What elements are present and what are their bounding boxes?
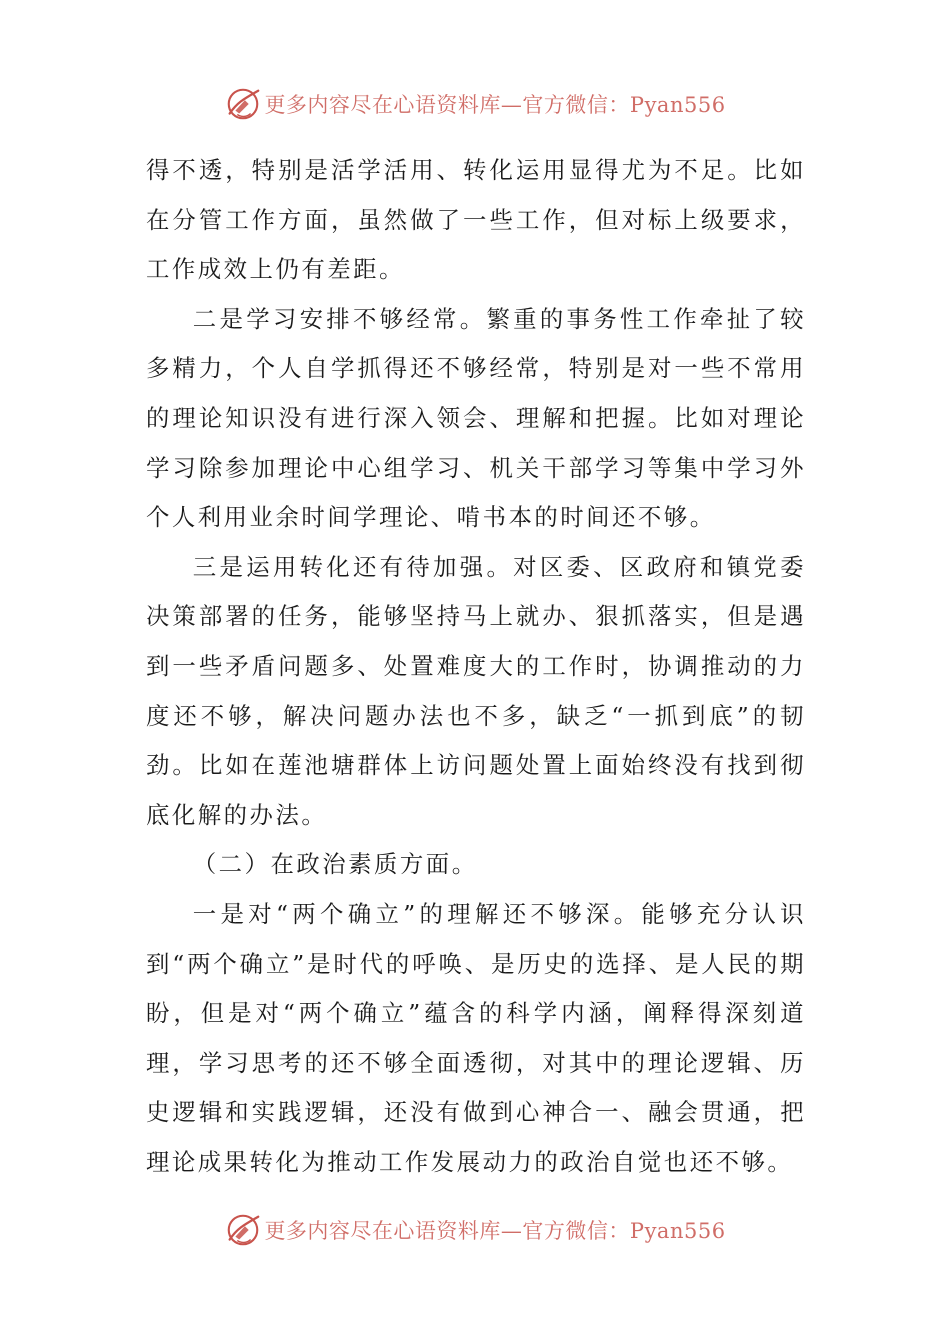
paragraph-application: 三是运用转化还有待加强。对区委、区政府和镇党委决策部署的任务，能够坚持马上就办、狠抓落实，但是遇到一些矛盾问题多、处置难度大的工作时，协调推动的力度还不够，解决问题办法也不多，缺乏“一抓到底”的韧劲。比如在莲池塘群体上访问题处置上面始终没有找到彻底化解的办法。 bbox=[146, 552, 806, 829]
pen-logo-icon bbox=[224, 85, 262, 123]
paragraph-two-establishments: 一是对“两个确立”的理解还不够深。能够充分认识到“两个确立”是时代的呼唤、是历史的选择、是人民的期盼，但是对“两个确立”蕴含的科学内涵，阐释得深刻道理，学习思考的还不够全面透彻，对其中的理论逻辑、历史逻辑和实践逻辑，还没有做到心神合一、融会贯通，把理论成果转化为推动工作发展动力的政治自觉也还不够。 bbox=[146, 899, 806, 1176]
pen-logo-icon bbox=[224, 1211, 262, 1249]
section-heading-political-quality: （二）在政治素质方面。 bbox=[192, 850, 478, 879]
document-body bbox=[146, 146, 806, 1187]
watermark-header bbox=[0, 84, 950, 124]
watermark-footer bbox=[0, 1210, 950, 1250]
watermark-text: 更多内容尽在心语资料库—官方微信：Pyan556 bbox=[264, 1219, 726, 1243]
paragraph-study-arrangement: 二是学习安排不够经常。繁重的事务性工作牵扯了较多精力，个人自学抓得还不够经常，特别是对一些不常用的理论知识没有进行深入领会、理解和把握。比如对理论学习除参加理论中心组学习、机关干部学习等集中学习外个人利用业余时间学理论、啃书本的时间还不够。 bbox=[146, 304, 806, 532]
paragraph-continuation: 得不透，特别是活学活用、转化运用显得尤为不足。比如在分管工作方面，虽然做了一些工作，但对标上级要求，工作成效上仍有差距。 bbox=[146, 156, 806, 284]
watermark-text: 更多内容尽在心语资料库—官方微信：Pyan556 bbox=[264, 93, 726, 117]
